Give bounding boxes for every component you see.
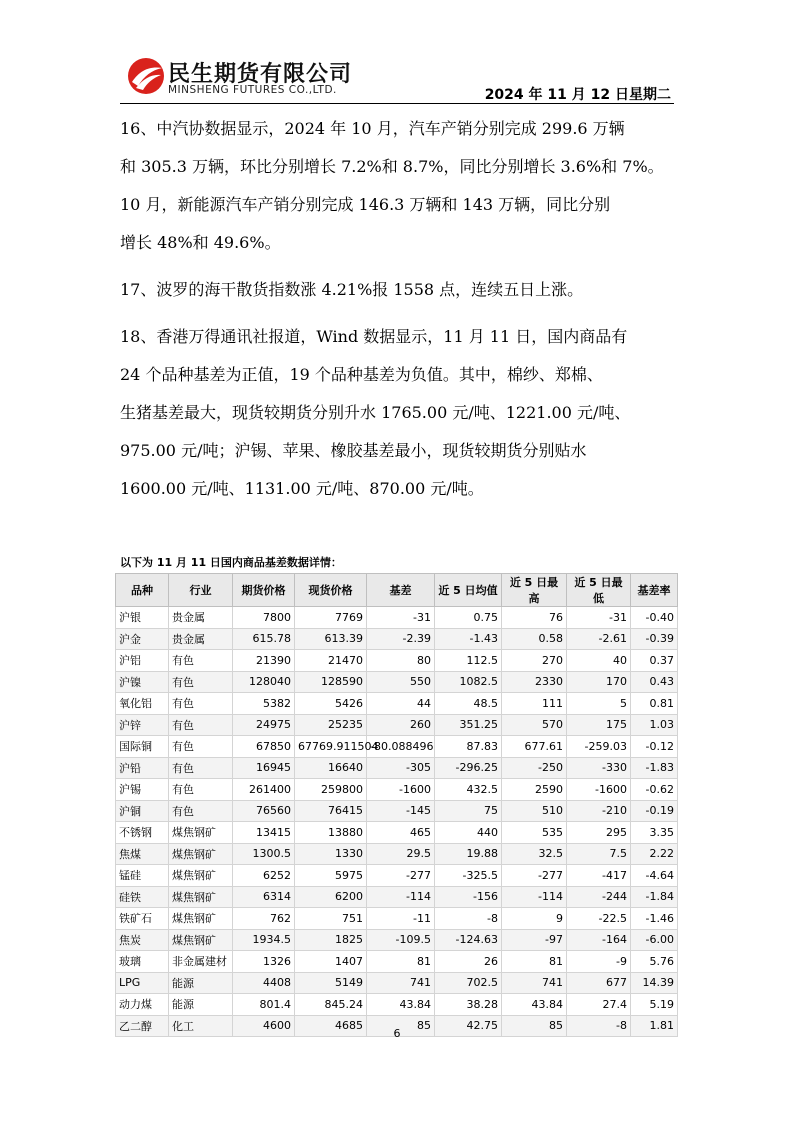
table-cell: 741	[502, 972, 567, 994]
table-cell: 焦炭	[116, 929, 169, 951]
table-row	[116, 671, 678, 693]
table-cell: 1082.5	[435, 671, 502, 693]
table-cell: 沪锌	[116, 714, 169, 736]
table-row	[116, 714, 678, 736]
table-cell: 677.61	[502, 736, 567, 758]
table-cell: 801.4	[233, 994, 295, 1016]
table-cell: 煤焦钢矿	[169, 822, 233, 844]
table-cell: 260	[367, 714, 435, 736]
table-cell: 170	[567, 671, 631, 693]
text-line: 17、波罗的海干散货指数涨 4.21%报 1558 点，连续五日上涨。	[120, 280, 584, 299]
table-cell: -22.5	[567, 908, 631, 930]
table-cell: 43.84	[367, 994, 435, 1016]
table-cell: -31	[367, 607, 435, 629]
table-cell: 615.78	[233, 628, 295, 650]
news-content	[120, 110, 700, 517]
column-header: 近 5 日均值	[435, 574, 502, 607]
table-cell: -0.39	[631, 628, 678, 650]
table-cell: 40	[567, 650, 631, 672]
table-cell: 845.24	[295, 994, 367, 1016]
table-cell: 465	[367, 822, 435, 844]
table-cell: 67850	[233, 736, 295, 758]
basis-data-table	[115, 573, 678, 1037]
table-cell: -80.088496	[367, 736, 435, 758]
table-row	[116, 628, 678, 650]
table-cell: 乙二醇	[116, 1015, 169, 1037]
table-cell: -277	[367, 865, 435, 887]
minsheng-logo-icon	[126, 56, 166, 96]
table-cell: 0.58	[502, 628, 567, 650]
table-cell: 2590	[502, 779, 567, 801]
table-cell: 有色	[169, 693, 233, 715]
table-cell: 677	[567, 972, 631, 994]
table-cell: 16640	[295, 757, 367, 779]
logo-english-name: MINSHENG FUTURES CO.,LTD.	[168, 84, 337, 96]
table-cell: 7800	[233, 607, 295, 629]
table-cell: 煤焦钢矿	[169, 843, 233, 865]
table-cell: 焦煤	[116, 843, 169, 865]
table-cell: -277	[502, 865, 567, 887]
table-cell: 贵金属	[169, 607, 233, 629]
table-cell: 432.5	[435, 779, 502, 801]
table-cell: -2.39	[367, 628, 435, 650]
table-cell: 沪银	[116, 607, 169, 629]
column-header: 期货价格	[233, 574, 295, 607]
table-cell: 43.84	[502, 994, 567, 1016]
table-cell: 510	[502, 800, 567, 822]
table-cell: -1.46	[631, 908, 678, 930]
page-number: 6	[393, 1027, 401, 1040]
table-cell: 沪铅	[116, 757, 169, 779]
company-logo	[126, 56, 366, 100]
table-cell: 2.22	[631, 843, 678, 865]
table-cell: 75	[435, 800, 502, 822]
table-cell: 0.75	[435, 607, 502, 629]
table-cell: -0.12	[631, 736, 678, 758]
table-cell: 沪铜	[116, 800, 169, 822]
table-cell: 沪镍	[116, 671, 169, 693]
table-cell: -1600	[567, 779, 631, 801]
table-row	[116, 736, 678, 758]
table-cell: 112.5	[435, 650, 502, 672]
table-cell: 0.81	[631, 693, 678, 715]
table-cell: 煤焦钢矿	[169, 908, 233, 930]
table-cell: 有色	[169, 671, 233, 693]
table-cell: -8	[567, 1015, 631, 1037]
table-cell: 175	[567, 714, 631, 736]
table-cell: 27.4	[567, 994, 631, 1016]
table-cell: 沪铝	[116, 650, 169, 672]
table-cell: 21390	[233, 650, 295, 672]
table-cell: -296.25	[435, 757, 502, 779]
table-cell: 1.81	[631, 1015, 678, 1037]
table-cell: -1600	[367, 779, 435, 801]
table-caption: 以下为 11 月 11 日国内商品基差数据详情：	[120, 556, 342, 569]
table-cell: 5	[567, 693, 631, 715]
table-cell: 351.25	[435, 714, 502, 736]
text-line: 24 个品种基差为正值，19 个品种基差为负值。其中，棉纱、郑棉、	[120, 365, 603, 384]
table-cell: 440	[435, 822, 502, 844]
table-cell: 1407	[295, 951, 367, 973]
table-cell: -1.83	[631, 757, 678, 779]
table-cell: 动力煤	[116, 994, 169, 1016]
header-divider	[120, 103, 674, 104]
text-line: 生猪基差最大，现货较期货分别升水 1765.00 元/吨、1221.00 元/吨、	[120, 403, 631, 422]
table-cell: 煤焦钢矿	[169, 929, 233, 951]
table-cell: 1330	[295, 843, 367, 865]
table-cell: 741	[367, 972, 435, 994]
table-cell: 128040	[233, 671, 295, 693]
table-cell: 751	[295, 908, 367, 930]
table-cell: -8	[435, 908, 502, 930]
table-cell: 67769.911504	[295, 736, 367, 758]
column-header: 基差率	[631, 574, 678, 607]
table-cell: 16945	[233, 757, 295, 779]
table-cell: -97	[502, 929, 567, 951]
table-cell: 能源	[169, 994, 233, 1016]
table-row	[116, 865, 678, 887]
table-cell: 48.5	[435, 693, 502, 715]
table-cell: -244	[567, 886, 631, 908]
table-cell: -114	[367, 886, 435, 908]
column-header: 基差	[367, 574, 435, 607]
table-cell: -417	[567, 865, 631, 887]
table-cell: 38.28	[435, 994, 502, 1016]
table-cell: 21470	[295, 650, 367, 672]
table-cell: 有色	[169, 779, 233, 801]
table-cell: -210	[567, 800, 631, 822]
table-cell: 3.35	[631, 822, 678, 844]
text-line: 16、中汽协数据显示，2024 年 10 月，汽车产销分别完成 299.6 万辆	[120, 119, 625, 138]
table-cell: 4600	[233, 1015, 295, 1037]
table-cell: 有色	[169, 736, 233, 758]
table-cell: 76560	[233, 800, 295, 822]
text-line: 1600.00 元/吨、1131.00 元/吨、870.00 元/吨。	[120, 479, 484, 498]
table-cell: 42.75	[435, 1015, 502, 1037]
news-item-16	[120, 110, 700, 262]
table-row	[116, 908, 678, 930]
table-cell: -259.03	[567, 736, 631, 758]
table-cell: 贵金属	[169, 628, 233, 650]
table-cell: 硅铁	[116, 886, 169, 908]
table-cell: 44	[367, 693, 435, 715]
table-cell: 111	[502, 693, 567, 715]
table-cell: 非金属建材	[169, 951, 233, 973]
news-item-17	[120, 271, 700, 309]
table-cell: 76	[502, 607, 567, 629]
table-cell: 国际铜	[116, 736, 169, 758]
table-cell: 81	[367, 951, 435, 973]
table-cell: 5426	[295, 693, 367, 715]
table-cell: 259800	[295, 779, 367, 801]
table-cell: 535	[502, 822, 567, 844]
table-row	[116, 822, 678, 844]
table-cell: -325.5	[435, 865, 502, 887]
table-cell: 0.37	[631, 650, 678, 672]
table-cell: 19.88	[435, 843, 502, 865]
table-cell: 9	[502, 908, 567, 930]
table-cell: 85	[367, 1015, 435, 1037]
table-cell: 有色	[169, 650, 233, 672]
table-cell: 煤焦钢矿	[169, 865, 233, 887]
table-cell: 270	[502, 650, 567, 672]
table-cell: 81	[502, 951, 567, 973]
table-row	[116, 994, 678, 1016]
table-cell: 1825	[295, 929, 367, 951]
table-cell: 有色	[169, 714, 233, 736]
table-cell: 5975	[295, 865, 367, 887]
table-cell: 80	[367, 650, 435, 672]
table-cell: -0.62	[631, 779, 678, 801]
table-cell: 氧化铝	[116, 693, 169, 715]
table-row	[116, 843, 678, 865]
text-line: 10 月，新能源汽车产销分别完成 146.3 万辆和 143 万辆，同比分别	[120, 195, 611, 214]
logo-chinese-name: 民生期货有限公司	[168, 62, 353, 87]
table-cell: 5.19	[631, 994, 678, 1016]
table-header-row	[116, 574, 678, 607]
table-cell: 4685	[295, 1015, 367, 1037]
table-cell: 7769	[295, 607, 367, 629]
table-row	[116, 607, 678, 629]
table-cell: -250	[502, 757, 567, 779]
table-row	[116, 886, 678, 908]
table-cell: -9	[567, 951, 631, 973]
table-cell: -164	[567, 929, 631, 951]
text-line: 18、香港万得通讯社报道，Wind 数据显示，11 月 11 日，国内商品有	[120, 327, 628, 346]
table-cell: 85	[502, 1015, 567, 1037]
table-cell: -156	[435, 886, 502, 908]
report-date: 2024 年 11 月 12 日星期二	[484, 87, 671, 103]
column-header: 品种	[116, 574, 169, 607]
table-row	[116, 972, 678, 994]
table-row	[116, 757, 678, 779]
table-cell: -0.40	[631, 607, 678, 629]
table-cell: -124.63	[435, 929, 502, 951]
table-cell: -114	[502, 886, 567, 908]
table-row	[116, 951, 678, 973]
table-cell: 能源	[169, 972, 233, 994]
table-cell: 铁矿石	[116, 908, 169, 930]
table-cell: -1.84	[631, 886, 678, 908]
text-line: 增长 48%和 49.6%。	[120, 233, 281, 252]
table-cell: 有色	[169, 800, 233, 822]
table-cell: 1300.5	[233, 843, 295, 865]
table-row	[116, 800, 678, 822]
table-cell: LPG	[116, 972, 169, 994]
table-cell: 有色	[169, 757, 233, 779]
table-cell: 1326	[233, 951, 295, 973]
table-cell: -145	[367, 800, 435, 822]
table-cell: -6.00	[631, 929, 678, 951]
table-cell: 87.83	[435, 736, 502, 758]
table-cell: 14.39	[631, 972, 678, 994]
table-cell: 13880	[295, 822, 367, 844]
table-row	[116, 929, 678, 951]
table-cell: 550	[367, 671, 435, 693]
table-cell: 76415	[295, 800, 367, 822]
table-cell: 26	[435, 951, 502, 973]
table-cell: 6200	[295, 886, 367, 908]
table-cell: 不锈钢	[116, 822, 169, 844]
table-cell: 29.5	[367, 843, 435, 865]
table-cell: 5.76	[631, 951, 678, 973]
table-cell: 24975	[233, 714, 295, 736]
table-cell: 1.03	[631, 714, 678, 736]
table-cell: 0.43	[631, 671, 678, 693]
table-cell: 1934.5	[233, 929, 295, 951]
table-cell: -2.61	[567, 628, 631, 650]
column-header: 近 5 日最低	[567, 574, 631, 607]
table-cell: 玻璃	[116, 951, 169, 973]
table-cell: 702.5	[435, 972, 502, 994]
table-cell: 570	[502, 714, 567, 736]
table-cell: -330	[567, 757, 631, 779]
table-cell: 6252	[233, 865, 295, 887]
table-cell: 5382	[233, 693, 295, 715]
table-cell: 6314	[233, 886, 295, 908]
table-cell: 4408	[233, 972, 295, 994]
table-cell: -4.64	[631, 865, 678, 887]
news-item-18	[120, 318, 700, 508]
table-row	[116, 779, 678, 801]
column-header: 行业	[169, 574, 233, 607]
table-cell: -305	[367, 757, 435, 779]
page-header	[0, 0, 794, 110]
column-header: 近 5 日最高	[502, 574, 567, 607]
table-cell: -1.43	[435, 628, 502, 650]
table-cell: 7.5	[567, 843, 631, 865]
table-cell: 煤焦钢矿	[169, 886, 233, 908]
column-header: 现货价格	[295, 574, 367, 607]
table-cell: 613.39	[295, 628, 367, 650]
table-cell: -31	[567, 607, 631, 629]
table-cell: -0.19	[631, 800, 678, 822]
table-cell: 261400	[233, 779, 295, 801]
text-line: 和 305.3 万辆，环比分别增长 7.2%和 8.7%，同比分别增长 3.6%和 7%。	[120, 157, 664, 176]
table-cell: 128590	[295, 671, 367, 693]
table-cell: 32.5	[502, 843, 567, 865]
table-cell: 13415	[233, 822, 295, 844]
table-cell: 沪金	[116, 628, 169, 650]
table-body	[116, 607, 678, 1037]
table-cell: 5149	[295, 972, 367, 994]
table-cell: 2330	[502, 671, 567, 693]
table-cell: -109.5	[367, 929, 435, 951]
table-cell: 762	[233, 908, 295, 930]
table-row	[116, 650, 678, 672]
table-cell: 25235	[295, 714, 367, 736]
table-cell: -11	[367, 908, 435, 930]
text-line: 975.00 元/吨；沪锡、苹果、橡胶基差最小，现货较期货分别贴水	[120, 441, 587, 460]
table-cell: 化工	[169, 1015, 233, 1037]
table-cell: 295	[567, 822, 631, 844]
table-cell: 锰硅	[116, 865, 169, 887]
table-row	[116, 693, 678, 715]
table-cell: 沪锡	[116, 779, 169, 801]
